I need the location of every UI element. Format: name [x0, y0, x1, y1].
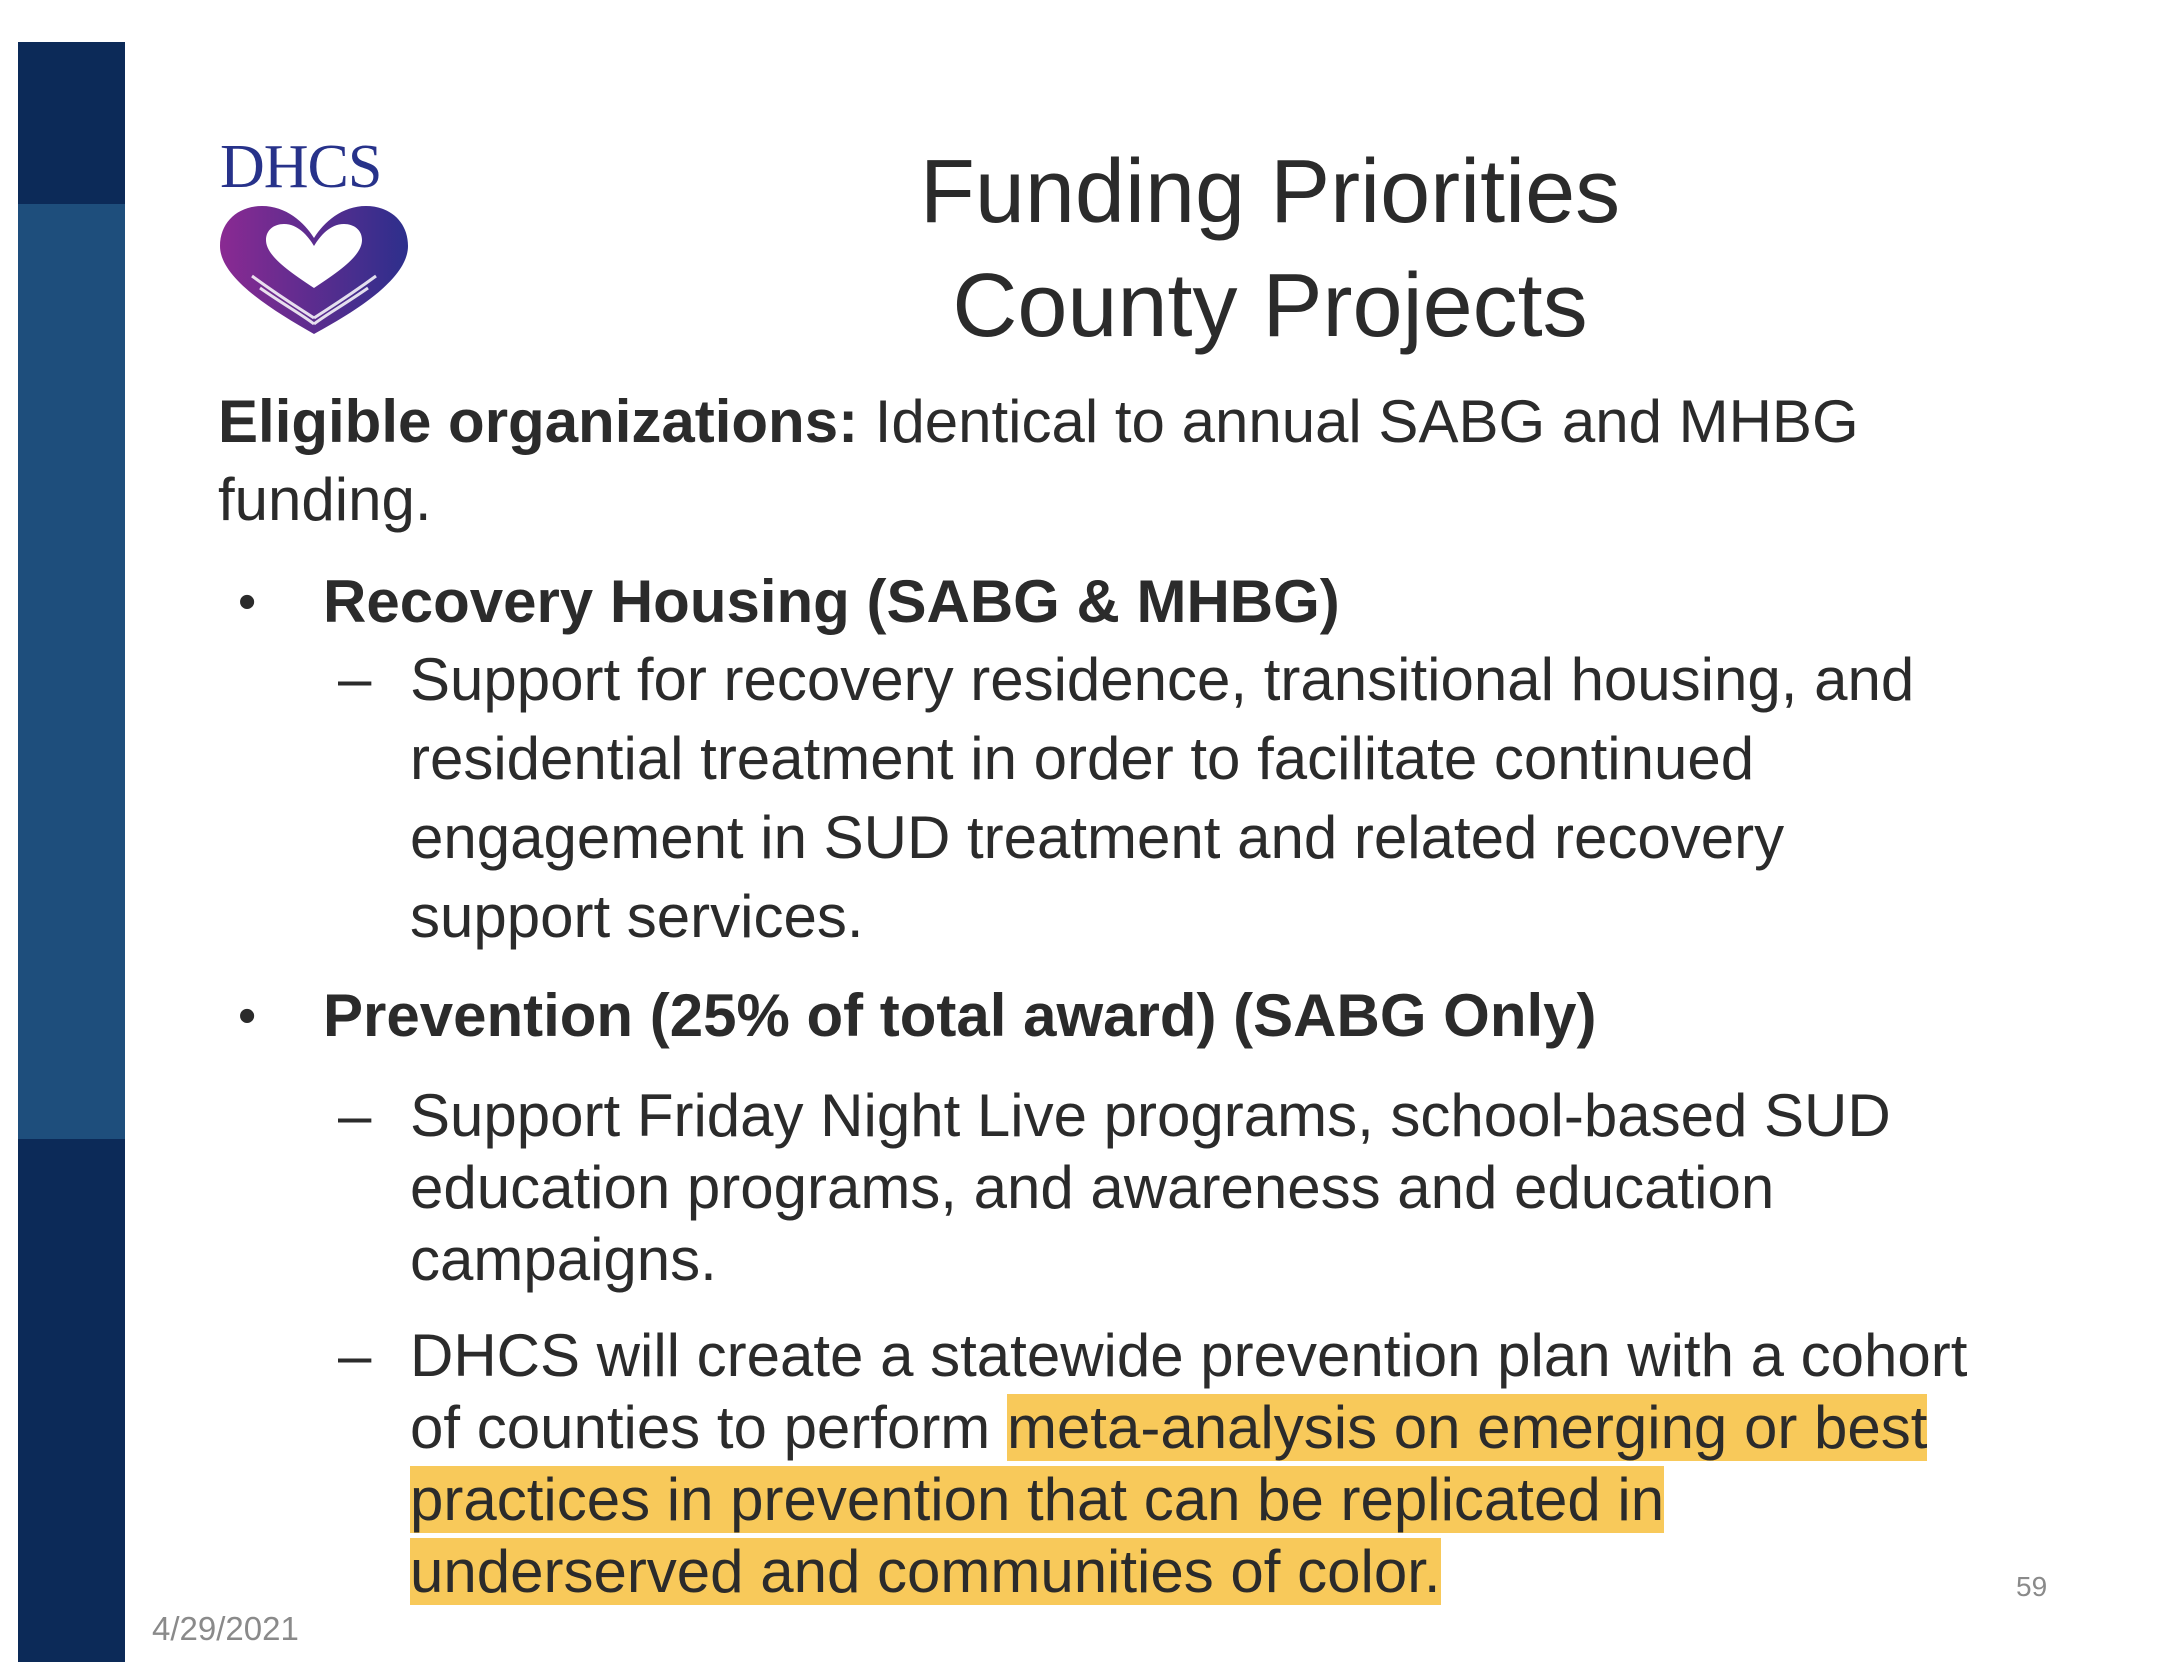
text-line: engagement in SUD treatment and related recovery: [410, 804, 1785, 871]
eligible-label: Eligible organizations:: [218, 388, 859, 455]
text-line: Support Friday Night Live programs, school-based SUD: [410, 1082, 1891, 1149]
text-line: support services.: [410, 883, 864, 950]
highlighted-text: underserved and communities of color.: [410, 1538, 1441, 1605]
eligible-text-continued: funding.: [218, 466, 432, 533]
text-line: campaigns.: [410, 1226, 717, 1293]
dash-marker: –: [338, 1082, 372, 1149]
bullet-marker: •: [238, 573, 257, 631]
text-line: [410, 1464, 1967, 1536]
page-number: 59: [2016, 1571, 2048, 1602]
bullet-marker: •: [238, 987, 257, 1045]
side-bar-middle-segment: [18, 204, 125, 1139]
side-accent-bar: [18, 42, 125, 1662]
side-bar-bottom-segment: [18, 1139, 125, 1662]
slide-date: 4/29/2021: [152, 1610, 299, 1647]
prevention-statewide-plan: [410, 1320, 1967, 1608]
logo-text: DHCS: [220, 133, 382, 201]
title-line-2: County Projects: [952, 256, 1588, 356]
side-bar-top-segment: [18, 42, 125, 204]
prevention-friday-night-live: [410, 1080, 1891, 1296]
dash-marker: –: [338, 645, 372, 712]
recovery-housing-description: [410, 640, 1914, 956]
text-segment: of counties to perform: [410, 1394, 1007, 1461]
eligible-text: Identical to annual SABG and MHBG: [858, 388, 1859, 455]
eligible-organizations: [218, 383, 1859, 539]
title-line-1: Funding Priorities: [919, 142, 1621, 242]
bullet-prevention: Prevention (25% of total award) (SABG Only): [323, 982, 1597, 1049]
text-line: [410, 1536, 1967, 1608]
text-line: education programs, and awareness and education: [410, 1154, 1775, 1221]
text-line: [410, 1392, 1967, 1464]
highlighted-text: practices in prevention that can be replicated in: [410, 1466, 1665, 1533]
bullet-recovery-housing: Recovery Housing (SABG & MHBG): [323, 568, 1340, 635]
dhcs-logo: [212, 133, 417, 338]
slide-title: [760, 135, 1780, 363]
text-line: Support for recovery residence, transitional housing, and: [410, 646, 1915, 713]
dash-marker: –: [338, 1322, 372, 1389]
text-line: DHCS will create a statewide prevention plan with a cohort: [410, 1322, 1968, 1389]
text-line: residential treatment in order to facilitate continued: [410, 725, 1755, 792]
highlighted-text: meta-analysis on emerging or best: [1006, 1394, 1928, 1461]
